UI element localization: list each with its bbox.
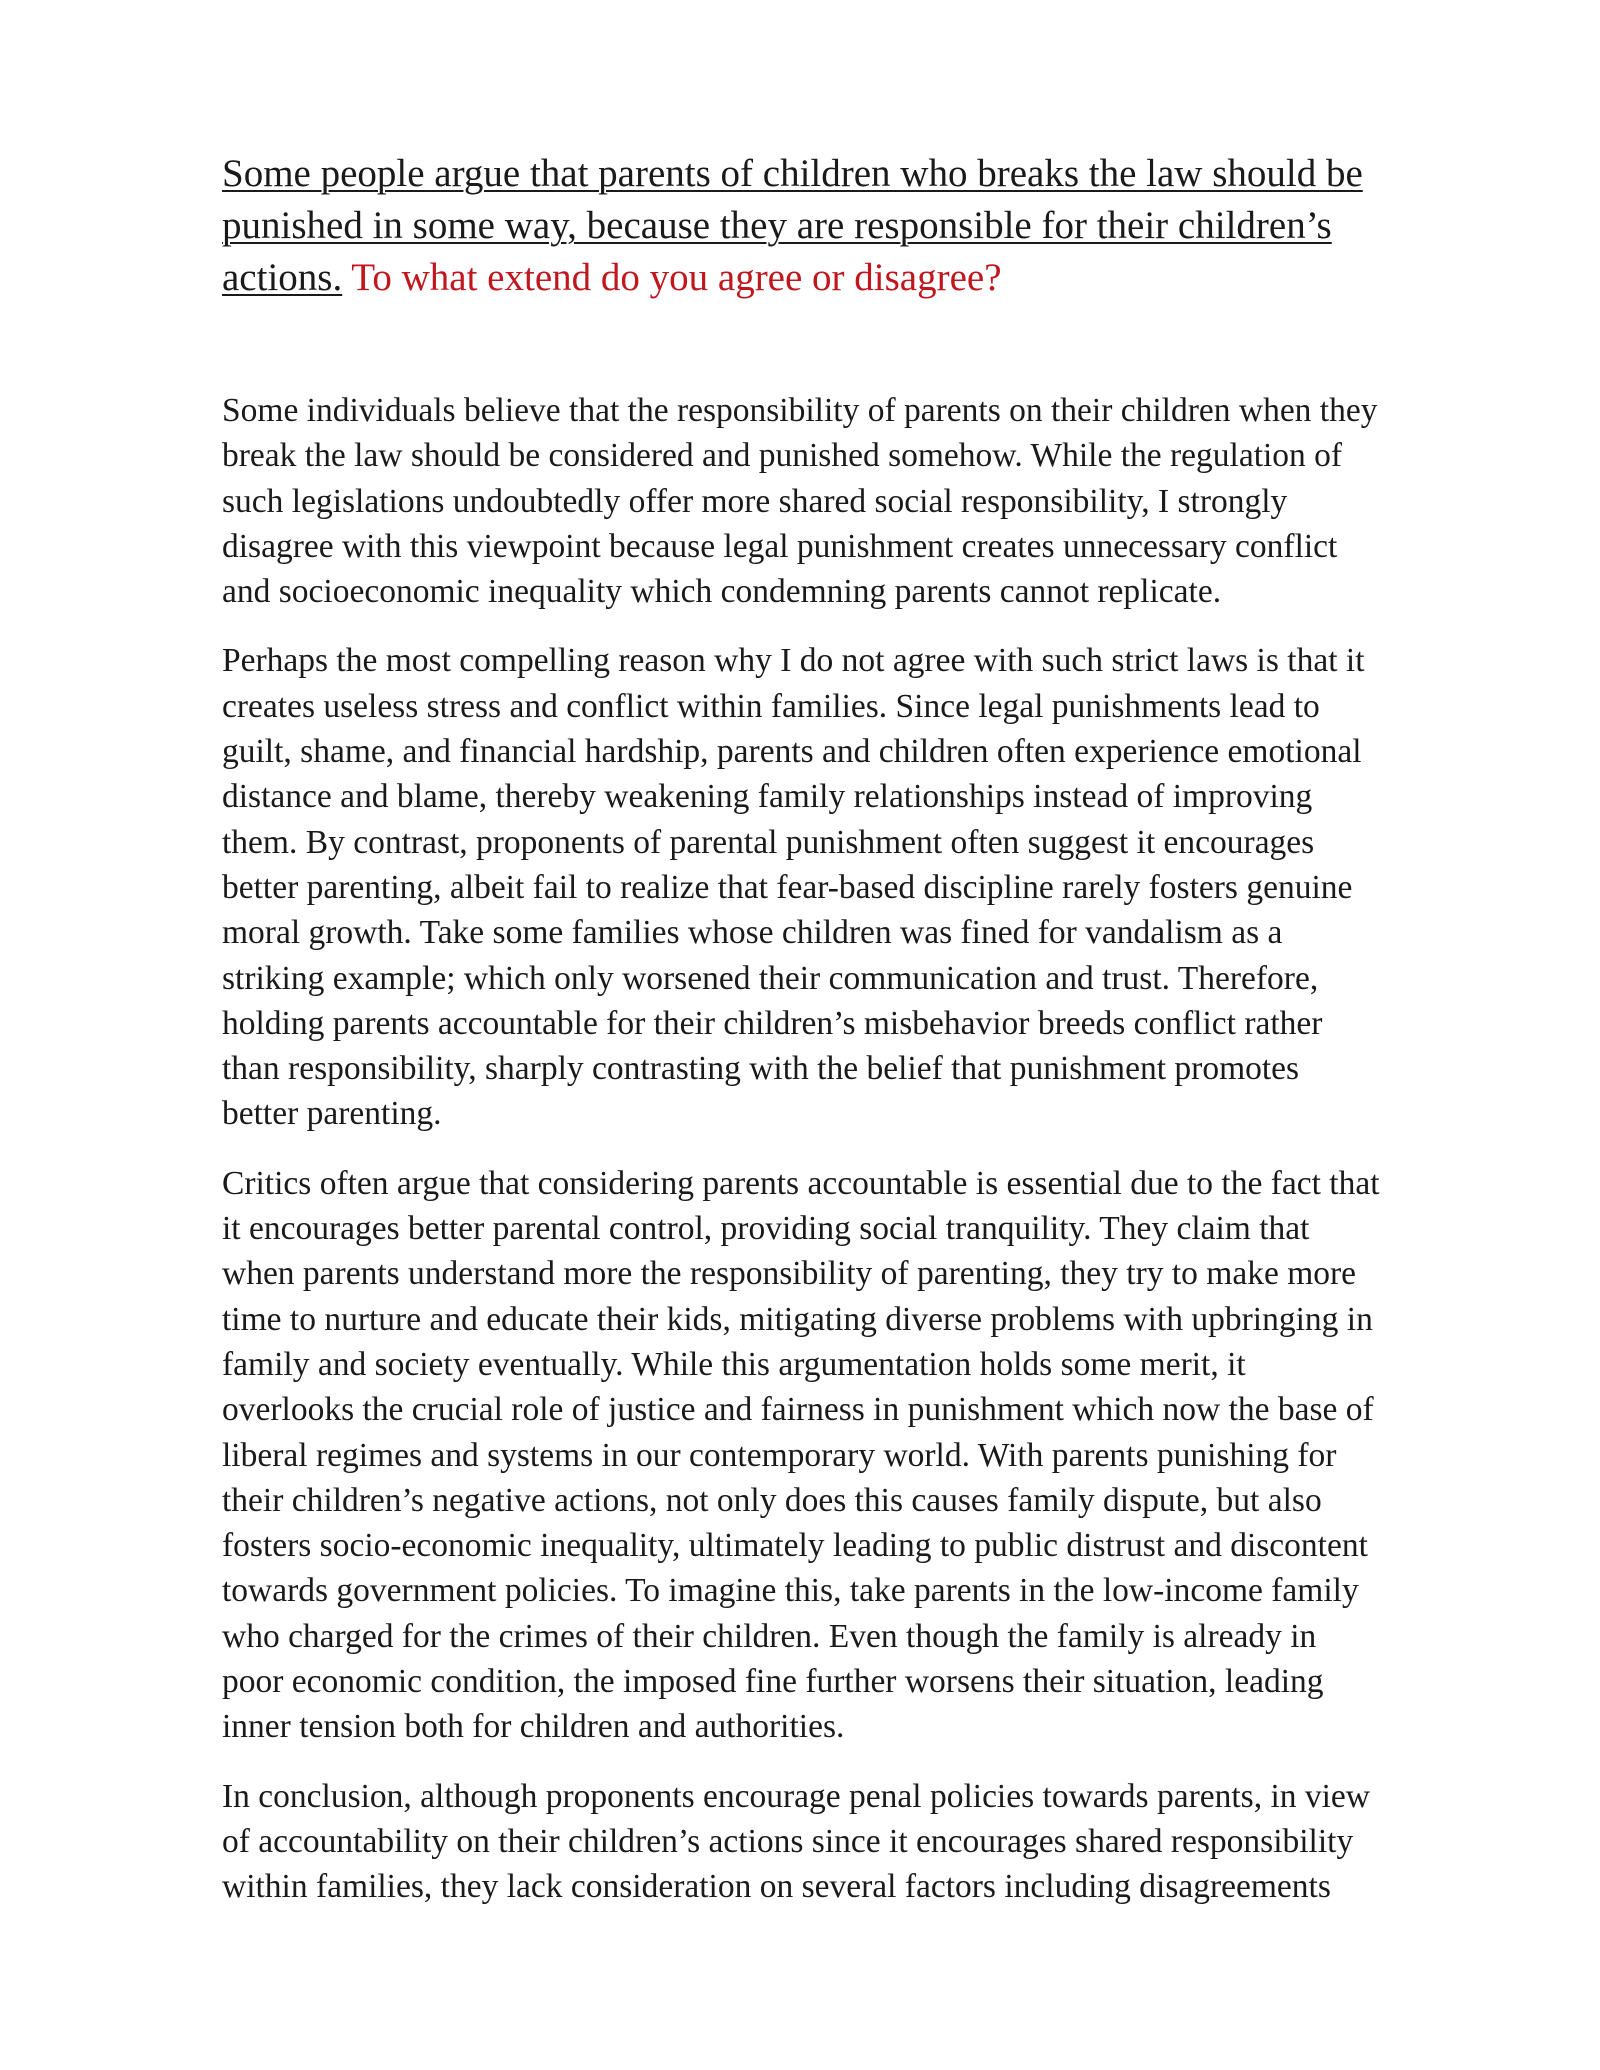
text-line: better parenting, albeit fail to realize that fear-based discipline rarely fosters genuine	[222, 868, 1353, 906]
document-page	[222, 148, 1502, 1934]
text-line: guilt, shame, and financial hardship, parents and children often experience emotional	[222, 733, 1362, 771]
text-line: within families, they lack consideration on several factors including disagreements	[222, 1868, 1331, 1906]
text-line: Perhaps the most compelling reason why I do not agree with such strict laws is that it	[222, 642, 1365, 680]
text-line: than responsibility, sharply contrasting with the belief that punishment promotes	[222, 1050, 1300, 1088]
text-line: moral growth. Take some families whose children was fined for vandalism as a	[222, 914, 1283, 952]
prompt-line	[222, 148, 1502, 200]
text-line: In conclusion, although proponents encourage penal policies towards parents, in view	[222, 1777, 1370, 1815]
text-line: it encourages better parental control, providing social tranquility. They claim that	[222, 1210, 1310, 1248]
prompt-underlined-text: Some people argue that parents of children who breaks the law should be	[222, 152, 1363, 195]
essay-body-paragraph-1	[222, 638, 1502, 1136]
prompt-line	[222, 200, 1502, 252]
text-line: time to nurture and educate their kids, mitigating diverse problems with upbringing in	[222, 1300, 1373, 1338]
essay-introduction	[222, 388, 1502, 614]
text-line: them. By contrast, proponents of parental punishment often suggest it encourages	[222, 823, 1315, 861]
essay-prompt	[222, 148, 1502, 304]
text-line: family and society eventually. While this argumentation holds some merit, it	[222, 1345, 1246, 1383]
text-line: of accountability on their children’s actions since it encourages shared responsibility	[222, 1822, 1354, 1860]
text-line: who charged for the crimes of their children. Even though the family is already in	[222, 1617, 1317, 1655]
text-line: poor economic condition, the imposed fine further worsens their situation, leading	[222, 1663, 1324, 1701]
prompt-underlined-text: actions.	[222, 256, 343, 299]
text-line: fosters socio-economic inequality, ultimately leading to public distrust and discontent	[222, 1527, 1368, 1565]
essay-body-paragraph-2	[222, 1161, 1502, 1750]
prompt-line	[222, 252, 1502, 304]
text-line: striking example; which only worsened their communication and trust. Therefore,	[222, 959, 1319, 997]
text-line: such legislations undoubtedly offer more shared social responsibility, I strongly	[222, 482, 1288, 520]
text-line: their children’s negative actions, not only does this causes family dispute, but also	[222, 1481, 1322, 1519]
essay-body	[222, 388, 1502, 1910]
text-line: towards government policies. To imagine this, take parents in the low-income family	[222, 1572, 1359, 1610]
text-line: break the law should be considered and punished somehow. While the regulation of	[222, 437, 1343, 475]
text-line: distance and blame, thereby weakening family relationships instead of improving	[222, 778, 1313, 816]
text-line: holding parents accountable for their children’s misbehavior breeds conflict rather	[222, 1004, 1323, 1042]
text-line: better parenting.	[222, 1095, 442, 1133]
text-line: Some individuals believe that the responsibility of parents on their children when they	[222, 392, 1378, 429]
text-line: overlooks the crucial role of justice and fairness in punishment which now the base of	[222, 1391, 1374, 1429]
text-line: when parents understand more the responsibility of parenting, they try to make more	[222, 1255, 1357, 1293]
text-line: disagree with this viewpoint because legal punishment creates unnecessary conflict	[222, 527, 1338, 565]
prompt-question: To what extend do you agree or disagree?	[351, 256, 1002, 299]
text-line: liberal regimes and systems in our contemporary world. With parents punishing for	[222, 1436, 1337, 1474]
text-line: and socioeconomic inequality which condemning parents cannot replicate.	[222, 573, 1222, 611]
text-line: Critics often argue that considering parents accountable is essential due to the fact that	[222, 1164, 1380, 1202]
prompt-underlined-text: punished in some way, because they are responsible for their children’s	[222, 204, 1332, 247]
essay-conclusion	[222, 1774, 1502, 1910]
text-line: creates useless stress and conflict within families. Since legal punishments lead to	[222, 687, 1320, 725]
text-line: inner tension both for children and authorities.	[222, 1708, 845, 1746]
